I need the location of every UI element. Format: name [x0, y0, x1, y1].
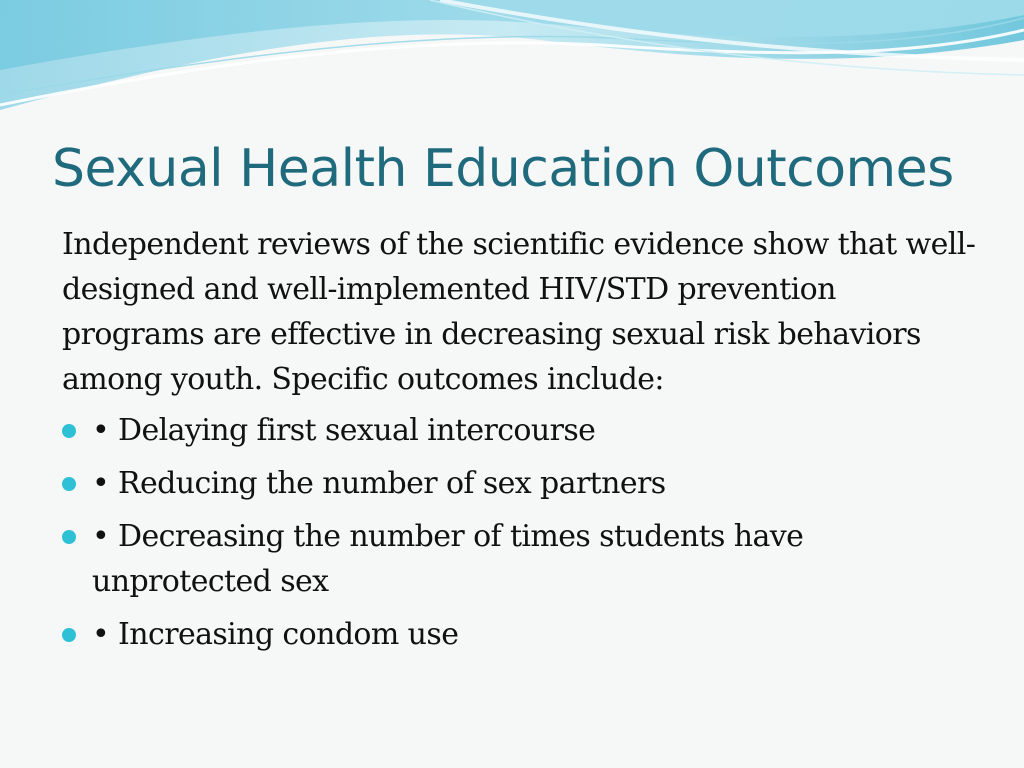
bullet-item [62, 408, 982, 453]
filled-circle-icon [62, 477, 76, 491]
slide-title: Sexual Health Education Outcomes [52, 139, 954, 199]
bullet-item [62, 461, 982, 506]
bullet-text: • Reducing the number of sex partners [92, 466, 666, 501]
bullet-text: • Decreasing the number of times students have unprotected sex [92, 519, 804, 599]
header-wave-decoration [0, 0, 1024, 120]
bullet-text: • Delaying first sexual intercourse [92, 413, 596, 448]
bullet-text: • Increasing condom use [92, 617, 459, 652]
bullet-list [62, 408, 982, 665]
filled-circle-icon [62, 424, 76, 438]
bullet-item [62, 514, 982, 604]
intro-paragraph: Independent reviews of the scientific evidence show that well-designed and well-implemented HIV/STD prevention programs are effective in decreasing sexual risk behaviors among youth. Specific outcomes include: [62, 227, 976, 397]
filled-circle-icon [62, 530, 76, 544]
filled-circle-icon [62, 628, 76, 642]
bullet-item [62, 612, 982, 657]
